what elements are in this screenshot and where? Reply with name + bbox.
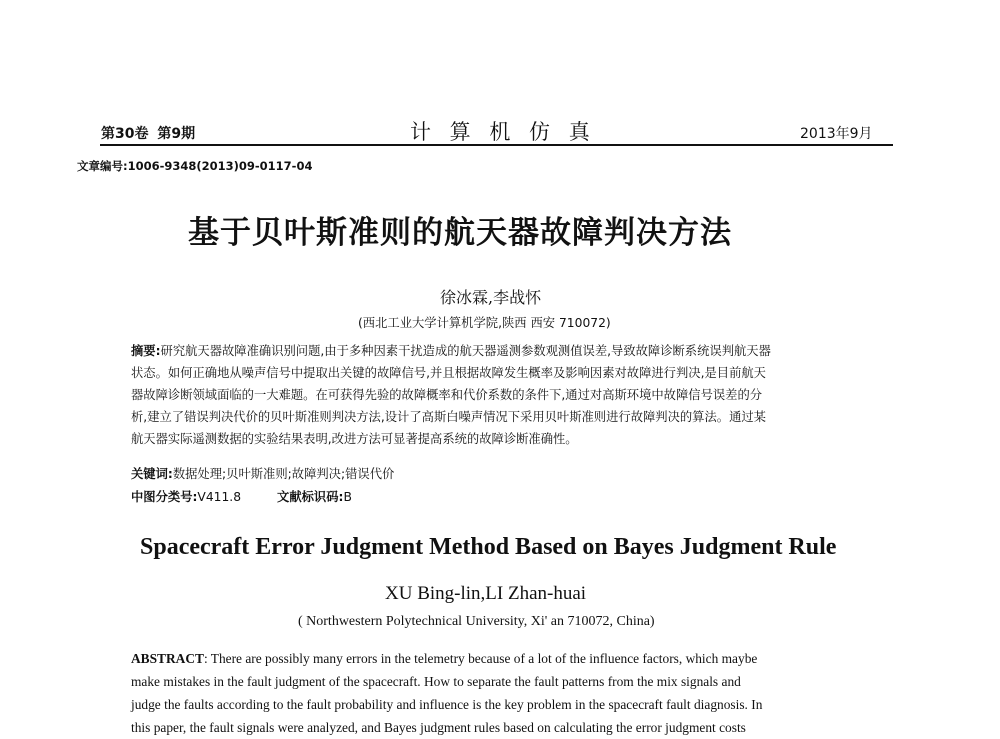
abstract-en-line-2: make mistakes in the fault judgment of the spacecraft. How to separate the fault patterns from the mix signals and [131, 674, 741, 689]
abstract-cn-line-1: 摘要:研究航天器故障准确识别问题,由于多种因素干扰造成的航天器遥测参数观测值误差,导致故障诊断系统误判航天器 [131, 344, 771, 358]
abstract-en-line-3: judge the faults according to the fault probability and influence is the key problem in the spacecraft fault diagnosis. In [131, 697, 763, 712]
abstract-cn-line-5: 航天器实际遥测数据的实验结果表明,改进方法可显著提高系统的故障诊断准确性。 [131, 432, 578, 446]
abstract-cn-line-3: 器故障诊断领域面临的一大难题。在可获得先验的故障概率和代价系数的条件下,通过对高斯环境中故障信号误差的分 [131, 388, 763, 402]
abstract-cn-line-2: 状态。如何正确地从噪声信号中提取出关键的故障信号,并且根据故障发生概率及影响因素对故障进行判决,是目前航天 [131, 366, 766, 380]
abstract-en-line-1: ABSTRACT: There are possibly many errors in the telemetry because of a lot of the influence factors, which maybe [131, 651, 758, 666]
abstract-cn-label: 摘要: [131, 344, 161, 358]
journal-name: 计 算 机 仿 真 [410, 120, 596, 144]
keywords-value: 数据处理;贝叶斯准则;故障判决;错误代价 [172, 467, 395, 481]
affiliation-cn: (西北工业大学计算机学院,陕西 西安 710072) [358, 316, 611, 330]
document-code-value: B [343, 490, 352, 504]
header-rule [100, 144, 893, 146]
abstract-en [131, 647, 876, 739]
abstract-en-line-4: this paper, the fault signals were analyzed, and Bayes judgment rules based on calculating the error judgment costs [131, 720, 746, 735]
document-code-label: 文献标识码: [277, 490, 344, 504]
authors-cn: 徐冰霖,李战怀 [440, 288, 542, 307]
authors-en: XU Bing-lin,LI Zhan-huai [385, 583, 587, 604]
issue-date: 2013年9月 [800, 126, 873, 142]
keywords-label: 关键词: [131, 467, 173, 481]
title-en: Spacecraft Error Judgment Method Based on Bayes Judgment Rule [140, 534, 837, 560]
affiliation-en: ( Northwestern Polytechnical University, Xi' an 710072, China) [298, 614, 655, 629]
classification-value: V411.8 [197, 490, 242, 504]
abstract-en-label: ABSTRACT [131, 651, 204, 666]
abstract-cn-line-4: 析,建立了错误判决代价的贝叶斯准则判决方法,设计了高斯白噪声情况下采用贝叶斯准则进行故障判决的算法。通过某 [131, 410, 766, 424]
abstract-cn [131, 340, 879, 450]
keywords-cn [131, 464, 394, 482]
title-cn: 基于贝叶斯准则的航天器故障判决方法 [188, 215, 732, 251]
classification [131, 487, 352, 505]
classification-label: 中图分类号: [131, 490, 198, 504]
volume-issue: 第30卷 第9期 [101, 126, 196, 142]
article-number: 文章编号:1006-9348(2013)09-0117-04 [77, 159, 313, 173]
